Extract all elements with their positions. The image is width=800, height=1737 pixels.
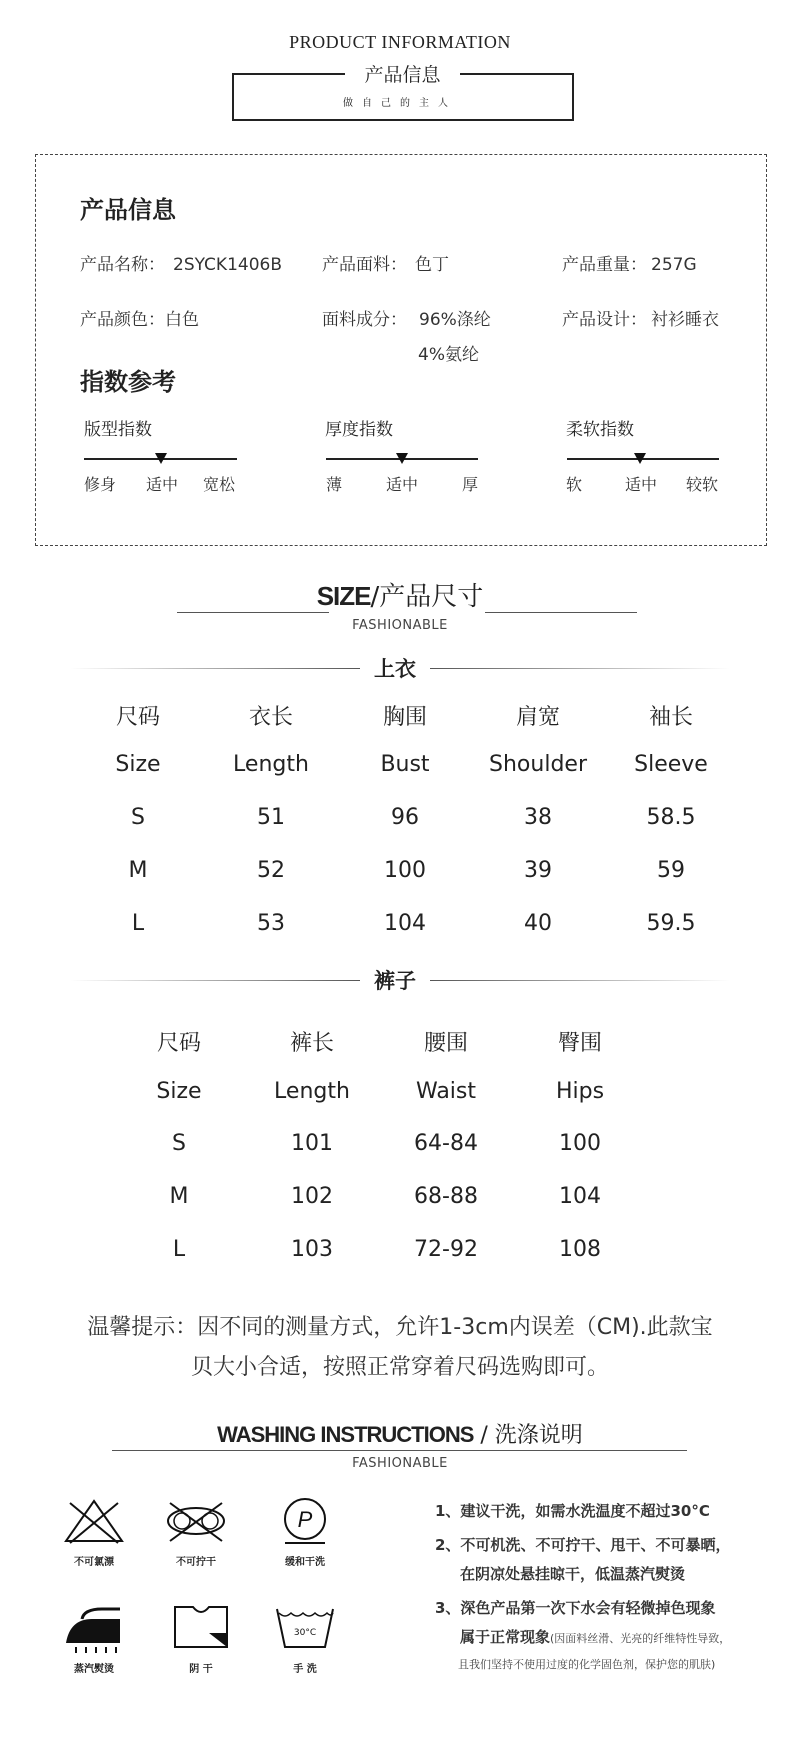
header-en-cell: Size: [115, 752, 161, 777]
header-cn-cell: 胸围: [382, 705, 427, 730]
divider: [430, 668, 730, 669]
data-cell: 108: [559, 1237, 601, 1262]
dry-clean-symbol: P: [297, 1507, 313, 1532]
hand-wash-icon: [273, 1603, 337, 1651]
instruction-2a: 2、不可机洗、不可拧干、甩干、不可暴晒，: [435, 1536, 731, 1554]
data-cell: 102: [291, 1184, 333, 1209]
data-cell: 103: [291, 1237, 333, 1262]
data-cell: 104: [384, 911, 426, 936]
data-cell: 58.5: [646, 805, 696, 830]
product-design: 产品设计： 衬衫睡衣: [562, 310, 719, 330]
product-weight: 产品重量： 257G: [562, 255, 697, 275]
fit-index-tick: 适中: [146, 475, 179, 494]
data-cell: S: [131, 805, 145, 830]
product-name: 产品名称： 2SYCK1406B: [80, 255, 283, 275]
thickness-index-tick: 厚: [462, 475, 479, 494]
softness-index-title: 柔软指数: [566, 420, 634, 440]
data-cell: 52: [257, 858, 285, 883]
data-cell: 72-92: [414, 1237, 478, 1262]
header-cn-cell: 袖长: [648, 705, 693, 730]
data-cell: 100: [384, 858, 426, 883]
divider: [70, 980, 360, 981]
data-cell: 38: [524, 805, 552, 830]
softness-index-tick: 较软: [686, 475, 719, 494]
softness-index-marker: [634, 453, 646, 464]
product-color: 产品颜色：白色: [80, 310, 199, 330]
thickness-index-marker: [396, 453, 408, 464]
data-cell: 64-84: [414, 1131, 478, 1156]
header-en-cell: Size: [156, 1079, 202, 1104]
header-en-cell: Sleeve: [634, 752, 708, 777]
header-en-cell: Length: [233, 752, 309, 777]
divider: [430, 980, 730, 981]
header-title-cn: 产品信息: [345, 60, 460, 87]
data-cell: L: [131, 911, 145, 936]
divider: [485, 612, 637, 613]
header-en-cell: Bust: [380, 752, 430, 777]
data-cell: S: [172, 1131, 186, 1156]
header-en-cell: Shoulder: [489, 752, 587, 777]
data-cell: 68-88: [414, 1184, 478, 1209]
data-cell: 59.5: [646, 911, 696, 936]
thickness-index-tick: 薄: [326, 475, 343, 494]
shade-dry-icon: [169, 1603, 233, 1651]
instruction-3b: 属于正常现象(因面料丝滑、光亮的纤维特性导致，: [460, 1628, 731, 1646]
header-cn-cell: 衣长: [248, 705, 293, 730]
data-cell: 59: [657, 858, 685, 883]
header-slogan: 做自己的主人: [343, 98, 457, 109]
shade-dry-caption: 阴 干: [189, 1664, 213, 1675]
index-heading: 指数参考: [80, 368, 176, 396]
data-cell: 100: [559, 1131, 601, 1156]
washing-subtitle: FASHIONABLE: [352, 1456, 448, 1471]
fit-index-title: 版型指数: [84, 420, 152, 440]
no-wring-icon: [164, 1497, 228, 1545]
data-cell: L: [172, 1237, 186, 1262]
data-cell: 53: [257, 911, 285, 936]
no-wring-caption: 不可拧干: [176, 1557, 216, 1568]
softness-index-tick: 软: [566, 475, 583, 494]
product-composition-line2: 4%氨纶: [418, 345, 479, 365]
thickness-index-tick: 适中: [386, 475, 419, 494]
header-cn-cell: 肩宽: [515, 705, 560, 730]
product-composition: 面料成分： 96%涤纶: [322, 310, 491, 330]
product-fabric: 产品面料： 色丁: [322, 255, 449, 275]
header-cn-cell: 臀围: [557, 1031, 602, 1056]
data-cell: 96: [391, 805, 419, 830]
header-cn-cell: 尺码: [156, 1031, 201, 1056]
size-section-subtitle: FASHIONABLE: [352, 618, 448, 633]
instruction-2b: 在阴凉处悬挂晾干，低温蒸汽熨烫: [460, 1565, 686, 1583]
instruction-3a: 3、深色产品第一次下水会有轻微掉色现象: [435, 1599, 716, 1617]
divider: [70, 668, 360, 669]
pants-category-label: 裤子: [374, 969, 416, 993]
header-cn-cell: 裤长: [289, 1031, 334, 1056]
gentle-dry-clean-caption: 缓和干洗: [285, 1557, 325, 1568]
hand-wash-caption: 手 洗: [293, 1664, 317, 1675]
header-en-cell: Hips: [555, 1079, 605, 1104]
info-heading: 产品信息: [80, 196, 176, 224]
hand-wash-temp: 30°C: [293, 1628, 317, 1638]
divider: [112, 1450, 687, 1451]
data-cell: M: [169, 1184, 189, 1209]
softness-index-tick: 适中: [625, 475, 658, 494]
top-category-label: 上衣: [374, 657, 416, 681]
header-title-en: PRODUCT INFORMATION: [289, 32, 511, 52]
fit-index-marker: [155, 453, 167, 464]
header-en-cell: Length: [274, 1079, 350, 1104]
data-cell: 51: [257, 805, 285, 830]
no-bleach-icon: [62, 1497, 126, 1545]
washing-title: WASHING INSTRUCTIONS / 洗涤说明: [217, 1422, 583, 1448]
instruction-1: 1、建议干洗，如需水洗温度不超过30°C: [435, 1502, 710, 1520]
tip-line-1: 温馨提示：因不同的测量方式，允许1-3cm内误差（CM).此款宝: [87, 1315, 713, 1340]
data-cell: 101: [291, 1131, 333, 1156]
fit-index-tick: 修身: [84, 475, 117, 494]
gentle-dry-clean-icon: [273, 1497, 337, 1545]
size-section-title: SIZE/产品尺寸: [316, 581, 484, 612]
steam-iron-icon: [62, 1605, 126, 1653]
steam-iron-caption: 蒸汽熨烫: [74, 1664, 114, 1675]
data-cell: M: [128, 858, 148, 883]
header-cn-cell: 腰围: [423, 1031, 468, 1056]
divider: [177, 612, 329, 613]
header-en-cell: Waist: [415, 1079, 477, 1104]
fit-index-tick: 宽松: [203, 475, 236, 494]
instruction-3c: 且我们坚持不使用过度的化学固色剂，保护您的肌肤): [458, 1658, 716, 1671]
header-cn-cell: 尺码: [115, 705, 160, 730]
data-cell: 104: [559, 1184, 601, 1209]
no-bleach-caption: 不可氯漂: [74, 1557, 114, 1568]
thickness-index-title: 厚度指数: [325, 420, 393, 440]
data-cell: 39: [524, 858, 552, 883]
tip-line-2: 贝大小合适，按照正常穿着尺码选购即可。: [190, 1355, 609, 1380]
data-cell: 40: [524, 911, 552, 936]
